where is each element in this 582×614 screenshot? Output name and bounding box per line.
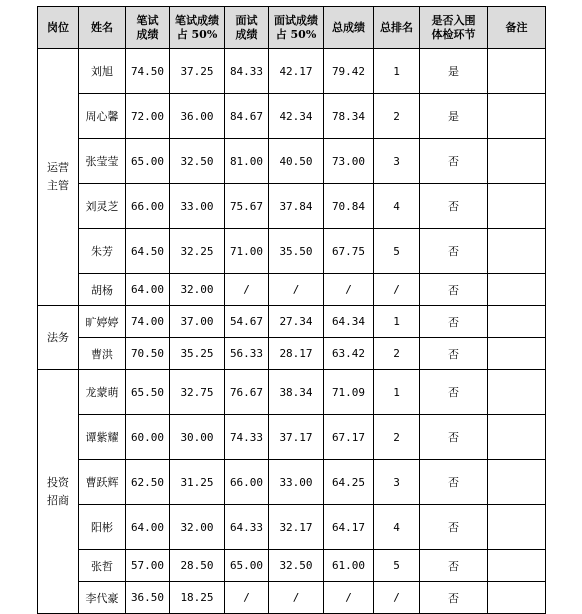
written-half-cell: 32.25: [170, 229, 225, 274]
total-score-cell: 73.00: [324, 139, 374, 184]
written-score-cell: 66.00: [126, 184, 170, 229]
position-cell: 运营 主管: [38, 49, 79, 306]
table-row: [38, 550, 546, 582]
shortlisted-cell: 是: [420, 94, 488, 139]
interview-score-cell: 74.33: [225, 415, 269, 460]
remark-cell: [488, 370, 546, 415]
written-half-cell: 32.00: [170, 505, 225, 550]
header-cell-written-score: 笔试 成绩: [126, 7, 170, 49]
written-score-cell: 36.50: [126, 582, 170, 614]
written-score-cell: 57.00: [126, 550, 170, 582]
table-row: [38, 94, 546, 139]
interview-score-cell: 56.33: [225, 338, 269, 370]
header-cell-interview-score: 面试 成绩: [225, 7, 269, 49]
table-row: [38, 306, 546, 338]
rank-cell: 2: [374, 338, 420, 370]
written-score-cell: 65.50: [126, 370, 170, 415]
table-row: [38, 139, 546, 184]
interview-half-cell: 32.17: [269, 505, 324, 550]
interview-half-cell: 35.50: [269, 229, 324, 274]
rank-cell: /: [374, 274, 420, 306]
interview-score-cell: /: [225, 274, 269, 306]
interview-half-cell: 38.34: [269, 370, 324, 415]
total-score-cell: 71.09: [324, 370, 374, 415]
table-body: [38, 49, 546, 614]
name-cell: 李代豪: [79, 582, 126, 614]
table-row: [38, 184, 546, 229]
written-score-cell: 72.00: [126, 94, 170, 139]
shortlisted-cell: 否: [420, 306, 488, 338]
header-row: [38, 7, 546, 49]
rank-cell: 5: [374, 229, 420, 274]
written-score-cell: 64.00: [126, 505, 170, 550]
shortlisted-cell: 否: [420, 274, 488, 306]
interview-score-cell: /: [225, 582, 269, 614]
written-half-cell: 35.25: [170, 338, 225, 370]
interview-half-cell: 27.34: [269, 306, 324, 338]
interview-half-cell: /: [269, 274, 324, 306]
remark-cell: [488, 274, 546, 306]
remark-cell: [488, 49, 546, 94]
shortlisted-cell: 否: [420, 229, 488, 274]
interview-half-cell: 37.17: [269, 415, 324, 460]
interview-score-cell: 54.67: [225, 306, 269, 338]
written-score-cell: 74.50: [126, 49, 170, 94]
position-cell: 投资 招商: [38, 370, 79, 614]
written-half-cell: 18.25: [170, 582, 225, 614]
remark-cell: [488, 582, 546, 614]
remark-cell: [488, 306, 546, 338]
total-score-cell: 64.34: [324, 306, 374, 338]
written-score-cell: 64.50: [126, 229, 170, 274]
rank-cell: 4: [374, 505, 420, 550]
interview-half-cell: 28.17: [269, 338, 324, 370]
name-cell: 刘灵芝: [79, 184, 126, 229]
total-score-cell: 64.17: [324, 505, 374, 550]
interview-score-cell: 66.00: [225, 460, 269, 505]
total-score-cell: 67.75: [324, 229, 374, 274]
rank-cell: 3: [374, 139, 420, 184]
interview-half-cell: 40.50: [269, 139, 324, 184]
total-score-cell: 64.25: [324, 460, 374, 505]
interview-half-cell: /: [269, 582, 324, 614]
remark-cell: [488, 460, 546, 505]
table-row: [38, 582, 546, 614]
header-cell-written-half: 笔试成绩 占 50%: [170, 7, 225, 49]
table-row: [38, 229, 546, 274]
rank-cell: 5: [374, 550, 420, 582]
written-score-cell: 60.00: [126, 415, 170, 460]
rank-cell: 4: [374, 184, 420, 229]
table-row: [38, 415, 546, 460]
total-score-cell: 78.34: [324, 94, 374, 139]
name-cell: 阳彬: [79, 505, 126, 550]
written-half-cell: 30.00: [170, 415, 225, 460]
table-row: [38, 505, 546, 550]
header-cell-interview-half: 面试成绩 占 50%: [269, 7, 324, 49]
name-cell: 刘旭: [79, 49, 126, 94]
remark-cell: [488, 415, 546, 460]
interview-half-cell: 33.00: [269, 460, 324, 505]
name-cell: 张哲: [79, 550, 126, 582]
header-cell-total-score: 总成绩: [324, 7, 374, 49]
written-score-cell: 62.50: [126, 460, 170, 505]
shortlisted-cell: 否: [420, 338, 488, 370]
interview-half-cell: 42.17: [269, 49, 324, 94]
rank-cell: 1: [374, 49, 420, 94]
rank-cell: /: [374, 582, 420, 614]
name-cell: 龙蒙萌: [79, 370, 126, 415]
table-row: [38, 370, 546, 415]
rank-cell: 3: [374, 460, 420, 505]
remark-cell: [488, 229, 546, 274]
written-half-cell: 36.00: [170, 94, 225, 139]
header-cell-position: 岗位: [38, 7, 79, 49]
interview-score-cell: 76.67: [225, 370, 269, 415]
interview-half-cell: 42.34: [269, 94, 324, 139]
remark-cell: [488, 94, 546, 139]
name-cell: 旷婷婷: [79, 306, 126, 338]
score-table: [37, 6, 546, 614]
shortlisted-cell: 否: [420, 505, 488, 550]
shortlisted-cell: 否: [420, 139, 488, 184]
name-cell: 张莹莹: [79, 139, 126, 184]
table-row: [38, 49, 546, 94]
written-score-cell: 65.00: [126, 139, 170, 184]
interview-score-cell: 84.67: [225, 94, 269, 139]
written-score-cell: 64.00: [126, 274, 170, 306]
header-cell-rank: 总排名: [374, 7, 420, 49]
written-half-cell: 32.75: [170, 370, 225, 415]
shortlisted-cell: 否: [420, 550, 488, 582]
interview-score-cell: 71.00: [225, 229, 269, 274]
interview-score-cell: 84.33: [225, 49, 269, 94]
total-score-cell: 70.84: [324, 184, 374, 229]
header-cell-remark: 备注: [488, 7, 546, 49]
position-cell: 法务: [38, 306, 79, 370]
rank-cell: 1: [374, 306, 420, 338]
shortlisted-cell: 否: [420, 184, 488, 229]
rank-cell: 2: [374, 94, 420, 139]
written-half-cell: 28.50: [170, 550, 225, 582]
written-half-cell: 32.00: [170, 274, 225, 306]
written-score-cell: 74.00: [126, 306, 170, 338]
table-row: [38, 338, 546, 370]
remark-cell: [488, 338, 546, 370]
rank-cell: 2: [374, 415, 420, 460]
written-score-cell: 70.50: [126, 338, 170, 370]
header-cell-shortlisted: 是否入围 体检环节: [420, 7, 488, 49]
total-score-cell: 63.42: [324, 338, 374, 370]
interview-score-cell: 75.67: [225, 184, 269, 229]
remark-cell: [488, 550, 546, 582]
shortlisted-cell: 否: [420, 370, 488, 415]
interview-score-cell: 81.00: [225, 139, 269, 184]
written-half-cell: 32.50: [170, 139, 225, 184]
remark-cell: [488, 184, 546, 229]
name-cell: 曹洪: [79, 338, 126, 370]
total-score-cell: 79.42: [324, 49, 374, 94]
shortlisted-cell: 否: [420, 415, 488, 460]
remark-cell: [488, 505, 546, 550]
interview-score-cell: 64.33: [225, 505, 269, 550]
name-cell: 周心馨: [79, 94, 126, 139]
total-score-cell: /: [324, 274, 374, 306]
rank-cell: 1: [374, 370, 420, 415]
name-cell: 朱芳: [79, 229, 126, 274]
shortlisted-cell: 否: [420, 460, 488, 505]
remark-cell: [488, 139, 546, 184]
interview-score-cell: 65.00: [225, 550, 269, 582]
interview-half-cell: 32.50: [269, 550, 324, 582]
name-cell: 胡杨: [79, 274, 126, 306]
interview-half-cell: 37.84: [269, 184, 324, 229]
shortlisted-cell: 否: [420, 582, 488, 614]
header-cell-name: 姓名: [79, 7, 126, 49]
table-row: [38, 274, 546, 306]
name-cell: 曹跃辉: [79, 460, 126, 505]
written-half-cell: 37.25: [170, 49, 225, 94]
total-score-cell: 67.17: [324, 415, 374, 460]
written-half-cell: 37.00: [170, 306, 225, 338]
total-score-cell: /: [324, 582, 374, 614]
written-half-cell: 31.25: [170, 460, 225, 505]
total-score-cell: 61.00: [324, 550, 374, 582]
name-cell: 谭紫耀: [79, 415, 126, 460]
table-row: [38, 460, 546, 505]
shortlisted-cell: 是: [420, 49, 488, 94]
written-half-cell: 33.00: [170, 184, 225, 229]
